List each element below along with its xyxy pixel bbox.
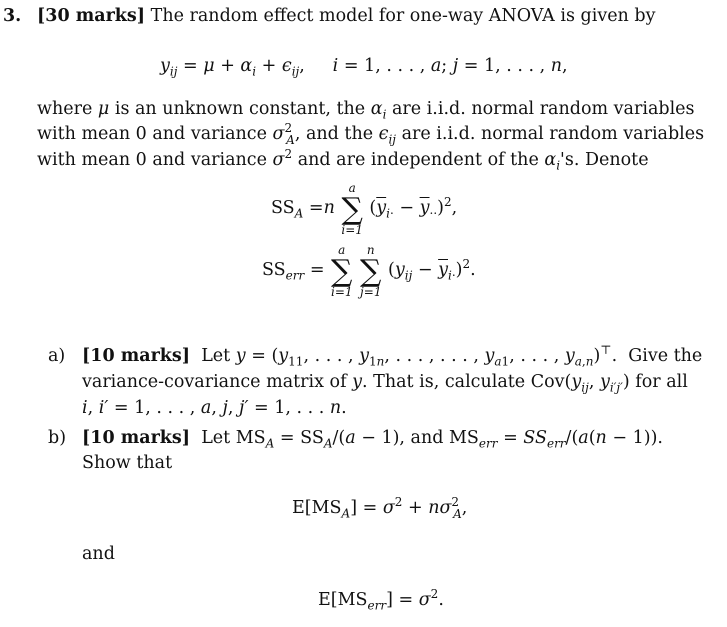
part-a-label: a)	[48, 346, 66, 366]
part-a-line-3: i, i′ = 1, . . . , a, j, j′ = 1, . . . n.	[82, 398, 347, 418]
part-b-line-2: Show that	[82, 453, 173, 473]
sserr-definition: $SS_{err}$ = ∑ a i=1 ∑ n j=1 $(y_{ij} - \overline{y}_{i\cdot})^2$.	[262, 243, 476, 299]
question-intro	[37, 6, 655, 26]
expected-msa-equation: $E[MS_A] = \sigma^2 + n\sigma^2_A$,	[292, 495, 468, 521]
question-number: 3.	[3, 6, 22, 26]
part-b-marks: [10 marks]	[82, 428, 191, 448]
sum-symbol: ∑ a i=1	[330, 243, 353, 299]
part-a-line-2: variance-covariance matrix of y. That is, calculate $Cov(y_{ij}$, $y_{i'j'}$) for all	[82, 372, 688, 395]
assumptions-line-2: with mean 0 and variance $\sigma^2_A$, and the $\epsilon_{ij}$ are i.i.d. normal random variables	[37, 121, 705, 147]
model-equation: $y_{ij} = \mu + \alpha_i + \epsilon_{ij}$, i = 1, . . . , a; j = 1, . . . , n,	[160, 56, 568, 79]
sum-symbol: ∑ n j=1	[360, 243, 382, 299]
part-b-label: b)	[48, 428, 67, 448]
part-a-marks: [10 marks]	[82, 346, 191, 366]
assumptions-line-1: where μ is an unknown constant, the $\alpha_i$ are i.i.d. normal random variables	[37, 99, 695, 122]
assumptions-line-3: with mean 0 and variance $\sigma^2$ and are independent of the $\alpha_i's$. Denote	[37, 147, 649, 173]
and-text: and	[82, 544, 115, 564]
question-marks: [30 marks]	[37, 6, 146, 26]
expected-mserr-equation: $E[MS_{err}] = \sigma^2$.	[318, 587, 444, 613]
ssa-definition: $SS_A =n$ ∑ a i=1 $(\overline{y}_{i\cdot} - \overline{y}_{\cdot\cdot})^2$,	[271, 181, 458, 237]
part-a-line-1: [10 marks] Let $y = (y_{11}$, . . . , $y_{1n}$, . . . , . . . , $y_{a1}$, . . . , $y_{a,n})^⊤$. Give the	[82, 343, 703, 369]
sum-symbol: ∑ a i=1	[341, 181, 363, 237]
intro-text: The random effect model for one-way ANOVA is given by	[150, 6, 656, 26]
part-b-line-1: [10 marks] Let $MS_A = SS_A/(a - 1)$, and $MS_{err} = SS_{err}/(a(n - 1))$.	[82, 428, 663, 451]
